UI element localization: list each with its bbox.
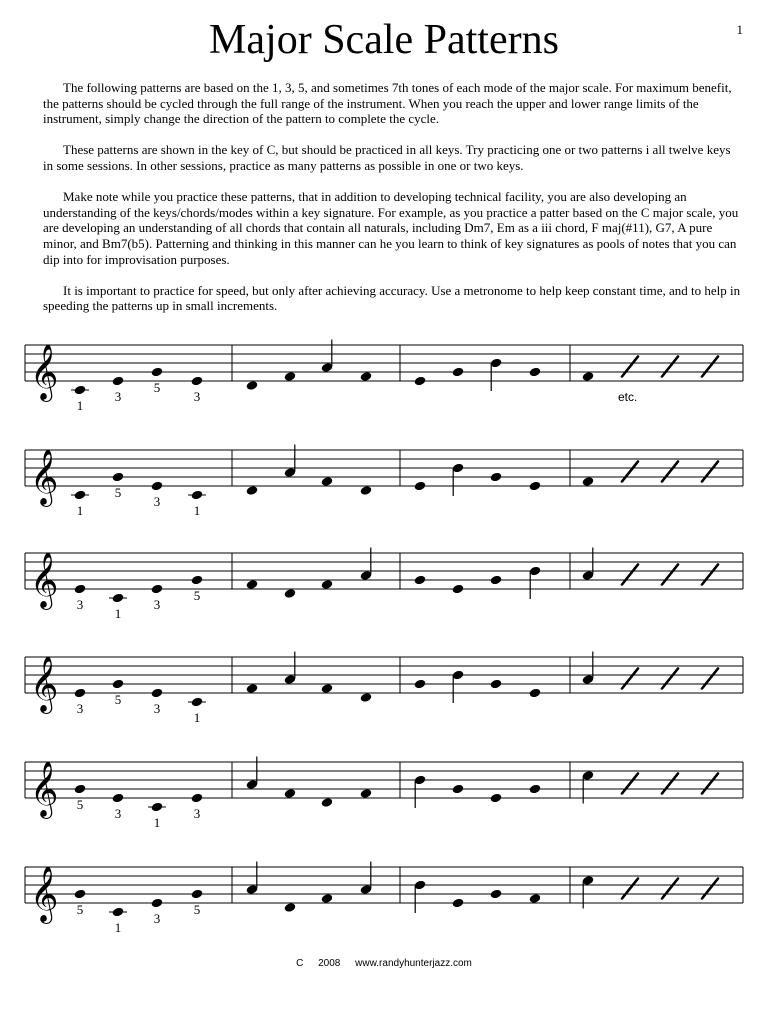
note bbox=[490, 472, 503, 483]
notehead bbox=[74, 584, 87, 595]
notehead bbox=[246, 579, 259, 590]
staff-6 bbox=[25, 862, 743, 936]
fingering-number: 3 bbox=[193, 806, 201, 821]
treble-clef-icon: 𝄞 bbox=[30, 344, 59, 400]
staff-5 bbox=[25, 757, 743, 831]
notehead bbox=[490, 472, 503, 483]
note bbox=[151, 367, 164, 378]
notehead bbox=[529, 688, 542, 699]
fingering-number: 3 bbox=[193, 389, 201, 404]
fingering-number: 1 bbox=[193, 710, 201, 725]
notehead bbox=[529, 367, 542, 378]
rhythm-slash bbox=[702, 879, 718, 899]
notehead bbox=[452, 784, 465, 795]
fingering-number: 3 bbox=[114, 806, 122, 821]
note bbox=[414, 575, 427, 586]
rhythm-slash bbox=[702, 357, 718, 377]
notehead bbox=[414, 575, 427, 586]
fingering-number: 3 bbox=[153, 597, 161, 612]
rhythm-slash bbox=[662, 565, 678, 585]
notehead bbox=[151, 481, 164, 492]
notehead bbox=[321, 893, 334, 904]
note bbox=[529, 481, 542, 492]
notehead bbox=[452, 898, 465, 909]
note bbox=[112, 679, 125, 690]
note bbox=[74, 784, 87, 795]
notehead bbox=[74, 889, 87, 900]
note bbox=[71, 385, 89, 396]
paragraph-keys: These patterns are shown in the key of C, but should be practiced in all keys. Try practicing one or two patterns i all twelve keys in some sessions. In other sessions, practice as many patterns as possible in one or two keys. bbox=[43, 142, 731, 173]
notehead bbox=[360, 788, 373, 799]
paragraph-understanding: Make note while you practice these patterns, that in addition to developing technical facility, you are also developing an understanding of the keys/chords/modes within a key signature. For example, as you practice a patter based on the C major scale, you are developing an understanding of all chords that contain all naturals, including Dm7, Em as a iii chord, F maj(#11), G7, A pure minor, and Bm7(b5). Patterning and thinking in this manner can he you learn to think of key signatures as pools of notes that you can dip into for improvisation purposes. bbox=[43, 189, 739, 267]
note bbox=[284, 902, 297, 913]
note bbox=[151, 584, 164, 595]
note bbox=[321, 579, 334, 590]
footer bbox=[0, 958, 768, 969]
fingering-number: 5 bbox=[76, 797, 84, 812]
note bbox=[490, 679, 503, 690]
notehead bbox=[112, 679, 125, 690]
notehead bbox=[452, 584, 465, 595]
rhythm-slash bbox=[702, 774, 718, 794]
note bbox=[74, 889, 87, 900]
note bbox=[188, 697, 206, 708]
note bbox=[452, 584, 465, 595]
note bbox=[529, 566, 542, 599]
fingering-number: 5 bbox=[76, 902, 84, 917]
note bbox=[321, 683, 334, 694]
fingering-number: 3 bbox=[76, 701, 84, 716]
notehead bbox=[414, 679, 427, 690]
etc-label: etc. bbox=[618, 390, 638, 404]
treble-clef-icon: 𝄞 bbox=[30, 449, 59, 505]
note bbox=[109, 907, 127, 918]
note bbox=[246, 485, 259, 496]
fingering-number: 1 bbox=[114, 920, 122, 935]
note bbox=[188, 490, 206, 501]
note bbox=[112, 793, 125, 804]
intro-text bbox=[43, 80, 743, 330]
note bbox=[321, 476, 334, 487]
paragraph-patterns-basis: The following patterns are based on the 1, 3, 5, and sometimes 7th tones of each mode of the major scale. For maximum benefit, the patterns should be cycled through the full range of the instrument. When you reach the upper and lower range limits of the instrument, simply change the direction of the pattern to complete the cycle. bbox=[43, 80, 732, 127]
notehead bbox=[191, 575, 204, 586]
note bbox=[284, 371, 297, 382]
note bbox=[360, 485, 373, 496]
paragraph-speed: It is important to practice for speed, but only after achieving accuracy. Use a metronome to help keep constant time, and to help in speeding the patterns up in small increments. bbox=[43, 282, 741, 314]
note bbox=[414, 880, 427, 913]
notehead bbox=[191, 490, 204, 501]
note bbox=[490, 575, 503, 586]
treble-clef-icon: 𝄞 bbox=[30, 761, 59, 817]
note bbox=[246, 579, 259, 590]
note bbox=[414, 679, 427, 690]
note bbox=[191, 793, 204, 804]
notehead bbox=[490, 889, 503, 900]
note bbox=[452, 463, 465, 496]
treble-clef-icon: 𝄞 bbox=[30, 552, 59, 608]
note bbox=[452, 898, 465, 909]
notehead bbox=[151, 802, 164, 813]
notehead bbox=[452, 367, 465, 378]
notehead bbox=[529, 784, 542, 795]
note bbox=[148, 802, 166, 813]
notehead bbox=[490, 793, 503, 804]
note bbox=[191, 376, 204, 387]
fingering-number: 3 bbox=[76, 597, 84, 612]
notehead bbox=[191, 376, 204, 387]
note bbox=[191, 889, 204, 900]
rhythm-slash bbox=[622, 357, 638, 377]
notehead bbox=[360, 371, 373, 382]
notehead bbox=[284, 371, 297, 382]
fingering-number: 1 bbox=[193, 503, 201, 518]
notehead bbox=[490, 679, 503, 690]
note bbox=[112, 376, 125, 387]
note bbox=[452, 784, 465, 795]
notehead bbox=[582, 371, 595, 382]
notehead bbox=[112, 472, 125, 483]
notehead bbox=[112, 907, 125, 918]
copyright-mark: C bbox=[296, 958, 304, 969]
rhythm-slash bbox=[622, 879, 638, 899]
page-title: Major Scale Patterns bbox=[209, 17, 559, 63]
notehead bbox=[246, 683, 259, 694]
notehead bbox=[360, 692, 373, 703]
note bbox=[360, 692, 373, 703]
rhythm-slash bbox=[702, 669, 718, 689]
note bbox=[246, 380, 259, 391]
note bbox=[490, 358, 503, 391]
notehead bbox=[582, 476, 595, 487]
note bbox=[452, 367, 465, 378]
note bbox=[490, 889, 503, 900]
note bbox=[284, 588, 297, 599]
note bbox=[529, 367, 542, 378]
note bbox=[151, 688, 164, 699]
copyright-year: 2008 bbox=[318, 958, 341, 969]
note bbox=[452, 670, 465, 703]
notehead bbox=[360, 485, 373, 496]
note bbox=[414, 775, 427, 808]
notehead bbox=[529, 893, 542, 904]
note bbox=[74, 688, 87, 699]
note bbox=[360, 788, 373, 799]
notehead bbox=[191, 697, 204, 708]
fingering-number: 5 bbox=[193, 902, 201, 917]
note bbox=[109, 593, 127, 604]
notehead bbox=[246, 380, 259, 391]
fingering-number: 5 bbox=[114, 485, 122, 500]
fingering-number: 3 bbox=[153, 701, 161, 716]
note bbox=[321, 797, 334, 808]
fingering-number: 3 bbox=[153, 911, 161, 926]
fingering-number: 3 bbox=[153, 494, 161, 509]
staff-4 bbox=[25, 652, 743, 726]
note bbox=[582, 371, 595, 382]
notehead bbox=[191, 889, 204, 900]
note bbox=[151, 481, 164, 492]
notehead bbox=[321, 797, 334, 808]
note bbox=[74, 584, 87, 595]
fingering-number: 1 bbox=[114, 606, 122, 621]
fingering-number: 5 bbox=[114, 692, 122, 707]
page-number: 1 bbox=[736, 22, 743, 37]
notehead bbox=[246, 485, 259, 496]
fingering-number: 1 bbox=[153, 815, 161, 830]
notehead bbox=[112, 376, 125, 387]
fingering-number: 5 bbox=[193, 588, 201, 603]
notehead bbox=[529, 481, 542, 492]
notehead bbox=[112, 793, 125, 804]
treble-clef-icon: 𝄞 bbox=[30, 656, 59, 712]
rhythm-slash bbox=[622, 774, 638, 794]
note bbox=[529, 784, 542, 795]
footer-url: www.randyhunterjazz.com bbox=[355, 958, 472, 969]
fingering-number: 1 bbox=[76, 398, 84, 413]
notehead bbox=[321, 476, 334, 487]
notehead bbox=[191, 793, 204, 804]
note bbox=[582, 476, 595, 487]
note bbox=[414, 481, 427, 492]
rhythm-slash bbox=[662, 462, 678, 482]
notehead bbox=[284, 788, 297, 799]
rhythm-slash bbox=[622, 669, 638, 689]
notehead bbox=[74, 490, 87, 501]
note bbox=[246, 683, 259, 694]
notehead bbox=[74, 784, 87, 795]
treble-clef-icon: 𝄞 bbox=[30, 866, 59, 922]
note bbox=[71, 490, 89, 501]
fingering-number: 3 bbox=[114, 389, 122, 404]
rhythm-slash bbox=[662, 357, 678, 377]
rhythm-slash bbox=[622, 462, 638, 482]
notehead bbox=[151, 898, 164, 909]
note bbox=[414, 376, 427, 387]
note bbox=[490, 793, 503, 804]
rhythm-slash bbox=[662, 879, 678, 899]
note bbox=[284, 788, 297, 799]
rhythm-slash bbox=[702, 565, 718, 585]
fingering-number: 1 bbox=[76, 503, 84, 518]
note bbox=[112, 472, 125, 483]
fingering-number: 5 bbox=[153, 380, 161, 395]
rhythm-slash bbox=[622, 565, 638, 585]
notehead bbox=[151, 584, 164, 595]
notehead bbox=[74, 385, 87, 396]
notehead bbox=[284, 902, 297, 913]
notehead bbox=[414, 376, 427, 387]
rhythm-slash bbox=[662, 669, 678, 689]
notehead bbox=[151, 367, 164, 378]
note bbox=[151, 898, 164, 909]
music-notation bbox=[0, 325, 768, 945]
rhythm-slash bbox=[702, 462, 718, 482]
note bbox=[529, 893, 542, 904]
note bbox=[321, 893, 334, 904]
notehead bbox=[151, 688, 164, 699]
staff-1 bbox=[25, 340, 743, 414]
notehead bbox=[321, 579, 334, 590]
notehead bbox=[284, 588, 297, 599]
note bbox=[191, 575, 204, 586]
note bbox=[529, 688, 542, 699]
staff-3 bbox=[25, 548, 743, 622]
staff-2 bbox=[25, 445, 743, 519]
notehead bbox=[112, 593, 125, 604]
note bbox=[360, 371, 373, 382]
notehead bbox=[490, 575, 503, 586]
rhythm-slash bbox=[662, 774, 678, 794]
notehead bbox=[74, 688, 87, 699]
notehead bbox=[414, 481, 427, 492]
notehead bbox=[321, 683, 334, 694]
